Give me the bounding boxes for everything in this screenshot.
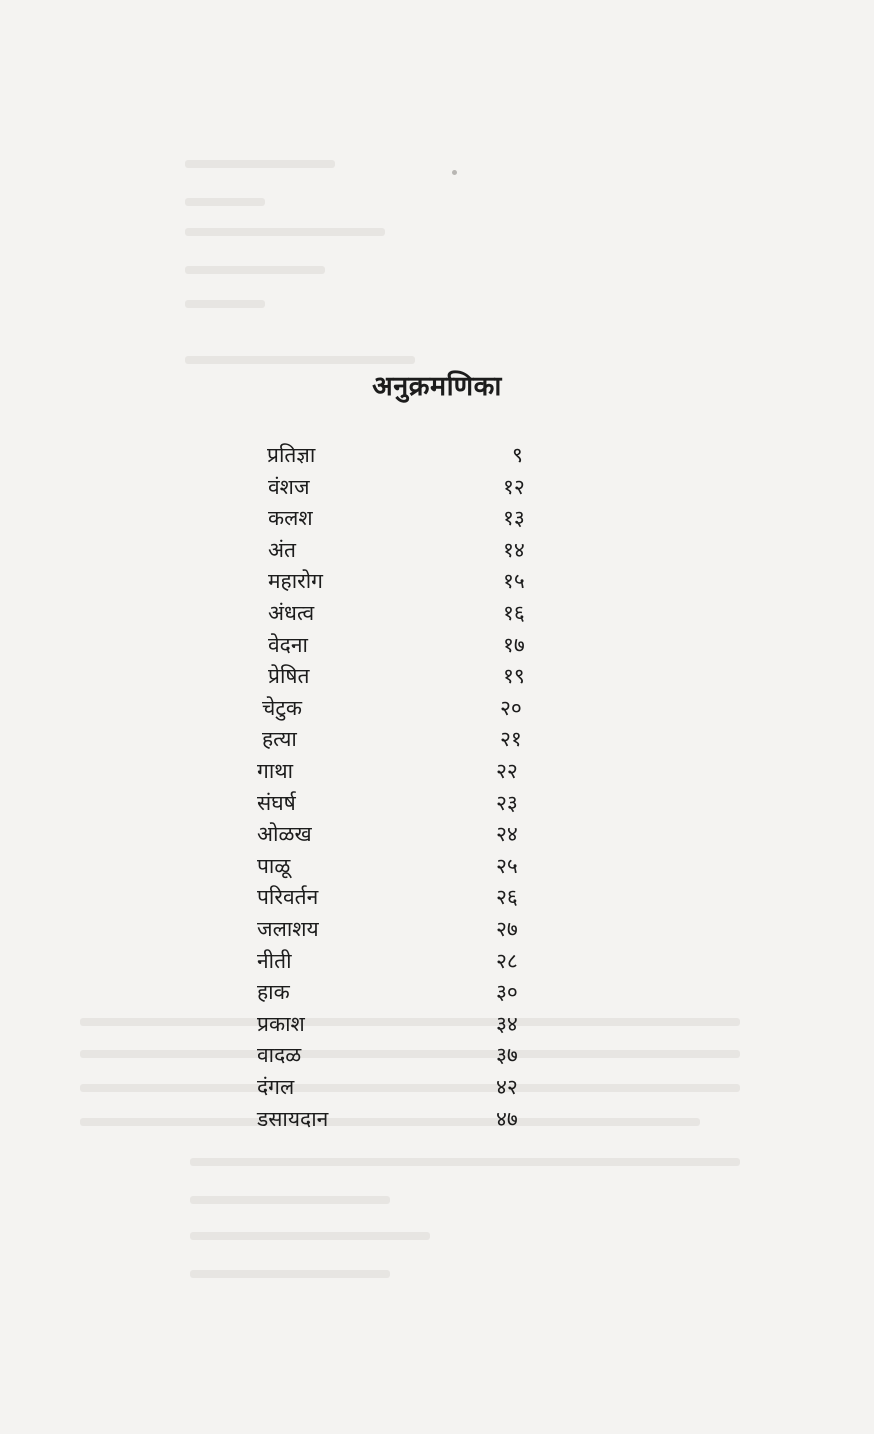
show-through-mark — [185, 356, 415, 364]
toc-entry — [0, 914, 874, 944]
toc-entry-title: परिवर्तन — [257, 885, 319, 910]
toc-entry — [0, 598, 874, 628]
toc-entry — [0, 756, 874, 786]
toc-entry — [0, 566, 874, 596]
toc-entry-page: २७ — [496, 917, 518, 941]
toc-entry-title: वादळ — [257, 1043, 302, 1068]
toc-entry — [0, 724, 874, 754]
toc-entry — [0, 882, 874, 912]
toc-entry-page: १४ — [503, 537, 525, 562]
toc-entry-page: २६ — [496, 885, 518, 910]
toc-entry — [0, 472, 874, 502]
toc-entry-page: ९ — [512, 443, 523, 467]
toc-entry-title: कलश — [268, 506, 313, 531]
toc-entry — [0, 819, 874, 849]
toc-entry-page: २२ — [496, 759, 518, 783]
toc-entry-title: हत्या — [262, 727, 297, 752]
paper-speck — [452, 170, 457, 175]
toc-entry-title: पाळू — [257, 853, 291, 878]
toc-entry-title: दंगल — [257, 1075, 295, 1099]
toc-entry — [0, 535, 874, 565]
toc-entry-title: अंधत्व — [268, 601, 315, 625]
toc-entry — [0, 1104, 874, 1134]
toc-entry-title: वेदना — [268, 632, 308, 657]
toc-entry-title: महारोग — [268, 569, 323, 594]
toc-entry-page: ३४ — [496, 1011, 518, 1036]
toc-entry-page: १२ — [503, 474, 525, 499]
toc-entry-title: संघर्ष — [257, 790, 296, 815]
show-through-mark — [190, 1158, 740, 1166]
toc-entry-page: ३० — [496, 980, 518, 1005]
show-through-mark — [190, 1270, 390, 1278]
toc-entry-title: चेटुक — [262, 695, 303, 720]
toc-entry-page: २० — [500, 695, 522, 720]
page-title: अनुक्रमणिका — [372, 371, 502, 402]
toc-entry — [0, 788, 874, 818]
toc-entry-page: १९ — [503, 664, 525, 689]
toc-entry — [0, 1009, 874, 1039]
toc-entry-title: गाथा — [257, 759, 294, 783]
toc-entry-page: २८ — [496, 948, 518, 973]
toc-entry-title: अंत — [268, 537, 297, 562]
toc-entry-title: वंशज — [268, 474, 310, 499]
toc-entry-page: ४७ — [496, 1106, 518, 1131]
toc-entry — [0, 693, 874, 723]
toc-entry-title: प्रतिज्ञा — [267, 443, 316, 467]
toc-entry — [0, 851, 874, 881]
toc-entry — [0, 946, 874, 976]
toc-entry-page: २५ — [496, 853, 518, 878]
toc-entry-page: ४२ — [496, 1075, 518, 1099]
show-through-mark — [185, 266, 325, 274]
toc-entry-page: २३ — [496, 790, 518, 815]
toc-entry-page: १५ — [503, 569, 525, 594]
show-through-mark — [185, 160, 335, 168]
toc-entry — [0, 661, 874, 691]
show-through-mark — [185, 300, 265, 308]
toc-entry-page: १७ — [503, 632, 525, 657]
toc-entry — [0, 503, 874, 533]
toc-entry-title: जलाशय — [257, 917, 319, 941]
toc-entry — [0, 1040, 874, 1070]
toc-entry-title: ओळख — [257, 822, 312, 847]
toc-entry-page: १३ — [503, 506, 525, 531]
show-through-mark — [185, 198, 265, 206]
toc-entry — [0, 1072, 874, 1102]
show-through-mark — [190, 1196, 390, 1204]
toc-entry-page: ३७ — [496, 1043, 518, 1068]
toc-entry-title: प्रकाश — [257, 1011, 305, 1036]
toc-entry-title: नीती — [257, 948, 292, 973]
toc-entry-title: प्रेषित — [268, 664, 310, 689]
toc-entry — [0, 977, 874, 1007]
show-through-mark — [185, 228, 385, 236]
toc-entry-title: डसायदान — [257, 1106, 329, 1131]
toc-entry-title: हाक — [257, 980, 290, 1005]
toc-entry-page: २४ — [496, 822, 518, 847]
toc-entry-page: २१ — [500, 727, 522, 752]
toc-entry — [0, 630, 874, 660]
toc-entry — [0, 440, 874, 470]
toc-entry-page: १६ — [503, 601, 525, 625]
show-through-mark — [190, 1232, 430, 1240]
